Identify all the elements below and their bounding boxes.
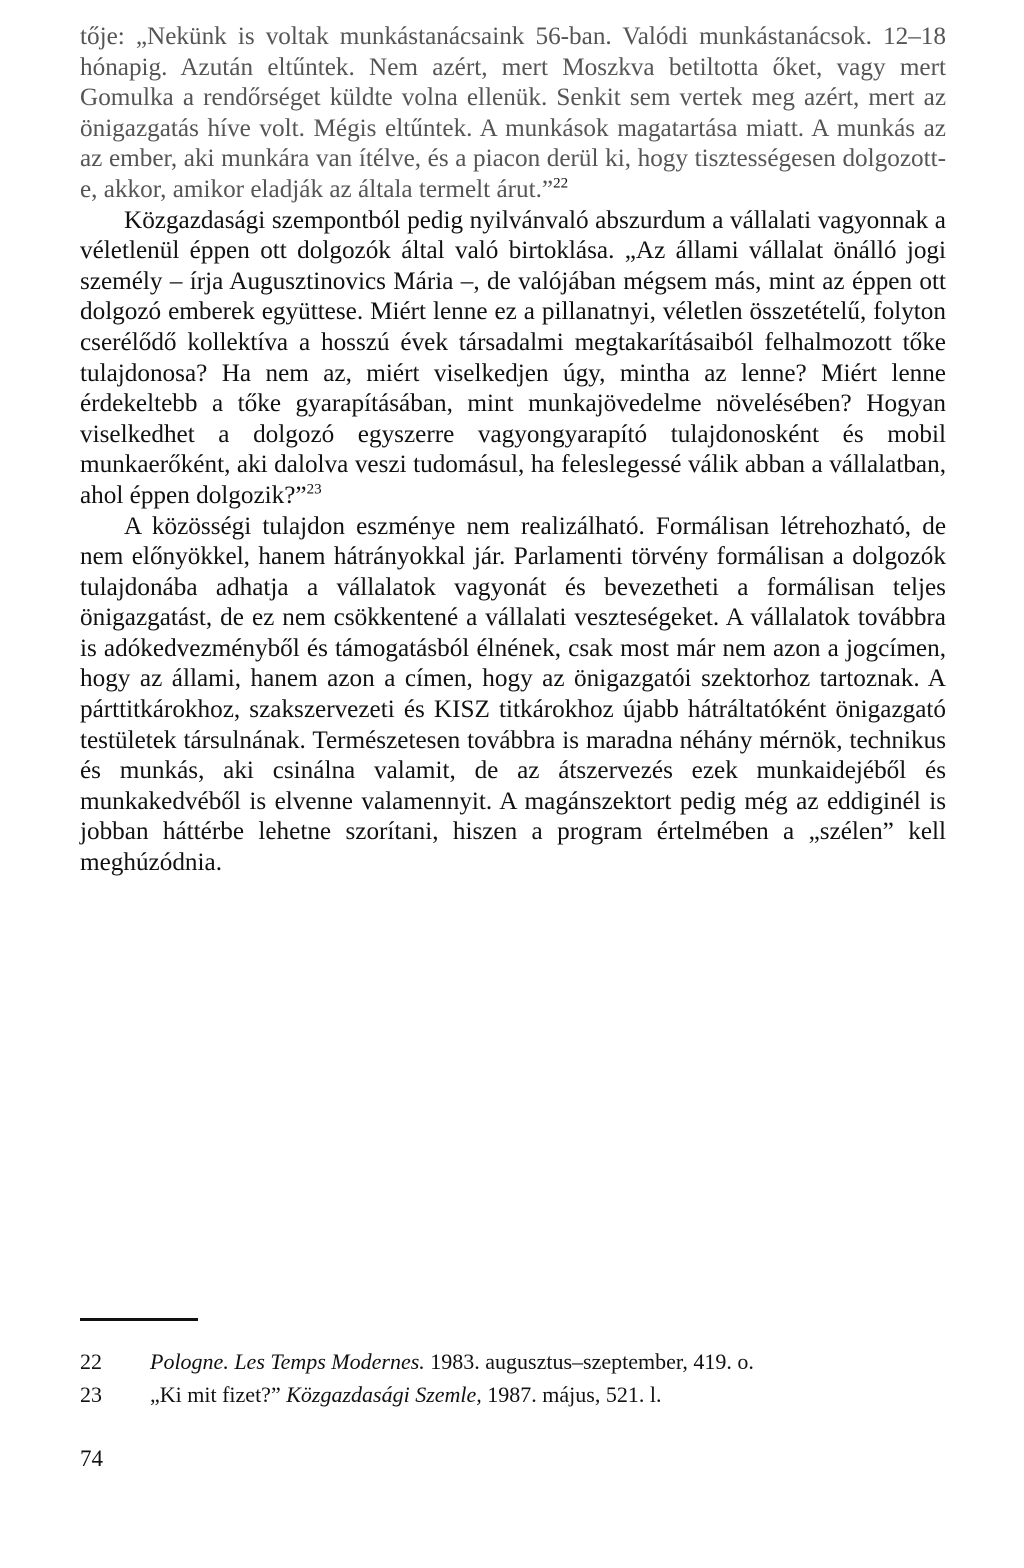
paragraph-text: tője: „Nekünk is voltak munkástanácsaink 56-ban. Valódi munkástanácsok. 12–18 hónapig. Azután eltűntek. Nem azért, mert Moszkva betiltotta őket, vagy mert Gomulka a rendőrséget küldte volna ellenük. Senkit sem vertek meg azért, mert az önigazgatás híve volt. Mégis eltűntek. A munkások magatartása miatt. A munkás az az ember, aki munkára van ítélve, és a piacon derül ki, hogy tisztességesen dolgozott-e, akkor, amikor eladják az általa termelt árut.” — [80, 23, 946, 203]
footnote-divider — [80, 1318, 198, 1321]
footnote-article-title: „Ki mit fizet?” — [150, 1382, 287, 1407]
paragraph-text: A közösségi tulajdon eszménye nem realizálható. Formálisan létrehozható, de nem előnyökkel, hanem hátrányokkal jár. Parlamenti törvény formálisan a dolgozók tulajdonába adhatja a vállalatok vagyonát és bevezetheti a formálisan teljes önigazgatást, de ez nem csökkentené a vállalati veszteségeket. A vállalatok továbbra is adókedvezményből és támogatásból élnének, csak most már nem azon a jogcímen, hogy az állami, hanem azon a címen, hogy az önigazgatói szektorhoz tartoznak. A párttitkárokhoz, szakszervezeti és KISZ titkárokhoz újabb hátráltatóként önigazgató testületek társulnának. Természetesen továbbra is maradna néhány mérnök, technikus és munkás, aki csinálna valamit, de az átszervezés ezek munkaidejéből és munkakedvéből is elvenne valamennyit. A magánszektort pedig még az eddiginél is jobban háttérbe lehetne szorítani, hiszen a program értelmében a „szélen” kell meghúzódnia. — [80, 512, 946, 877]
paragraph-quote-continuation — [80, 22, 946, 206]
footnote-ref-23[interactable]: 23 — [306, 481, 322, 498]
footnote-source-title: Pologne. Les Temps Modernes. — [150, 1349, 425, 1374]
footnote-source-details: 1983. augusztus–szeptember, 419. o. — [424, 1349, 754, 1374]
footnote-source-title: Közgazdasági Szemle, — [286, 1382, 482, 1407]
footnote-23 — [80, 1382, 661, 1408]
footnote-number: 23 — [80, 1382, 102, 1407]
paragraph-text: Közgazdasági szempontból pedig nyilvánvaló abszurdum a vállalati vagyonnak a véletlenül éppen ott dolgozók által való birtoklása. „Az állami vállalat önálló jogi személy – írja Augusztinovics Mária –, de valójában mégsem más, mint az éppen ott dolgozó emberek együttese. Miért lenne ez a pillanatnyi, véletlen összetételű, folyton cserélődő kollektíva a hosszú évek társadalmi megtakarításaiból felhalmozott tőke tulajdonosa? Ha nem az, miért viselkedjen úgy, mintha az lenne? Miért lenne érdekeltebb a tőke gyarapításában, mint munkajövedelme növelésében? Hogyan viselkedhet a dolgozó egyszerre vagyongyarapító tulajdonosként és mobil munkaerőként, aki dalolva veszi tudomásul, ha feleslegessé válik abban a vállalatban, ahol éppen dolgozik?” — [80, 206, 946, 509]
footnote-22 — [80, 1349, 754, 1375]
page-body — [80, 22, 946, 879]
paragraph-community-ownership — [80, 512, 946, 879]
page-number: 74 — [80, 1446, 103, 1471]
footnote-number: 22 — [80, 1349, 102, 1374]
footnote-source-details: 1987. május, 521. l. — [481, 1382, 662, 1407]
footnote-ref-22[interactable]: 22 — [553, 175, 569, 192]
paragraph-economic-argument — [80, 206, 946, 512]
